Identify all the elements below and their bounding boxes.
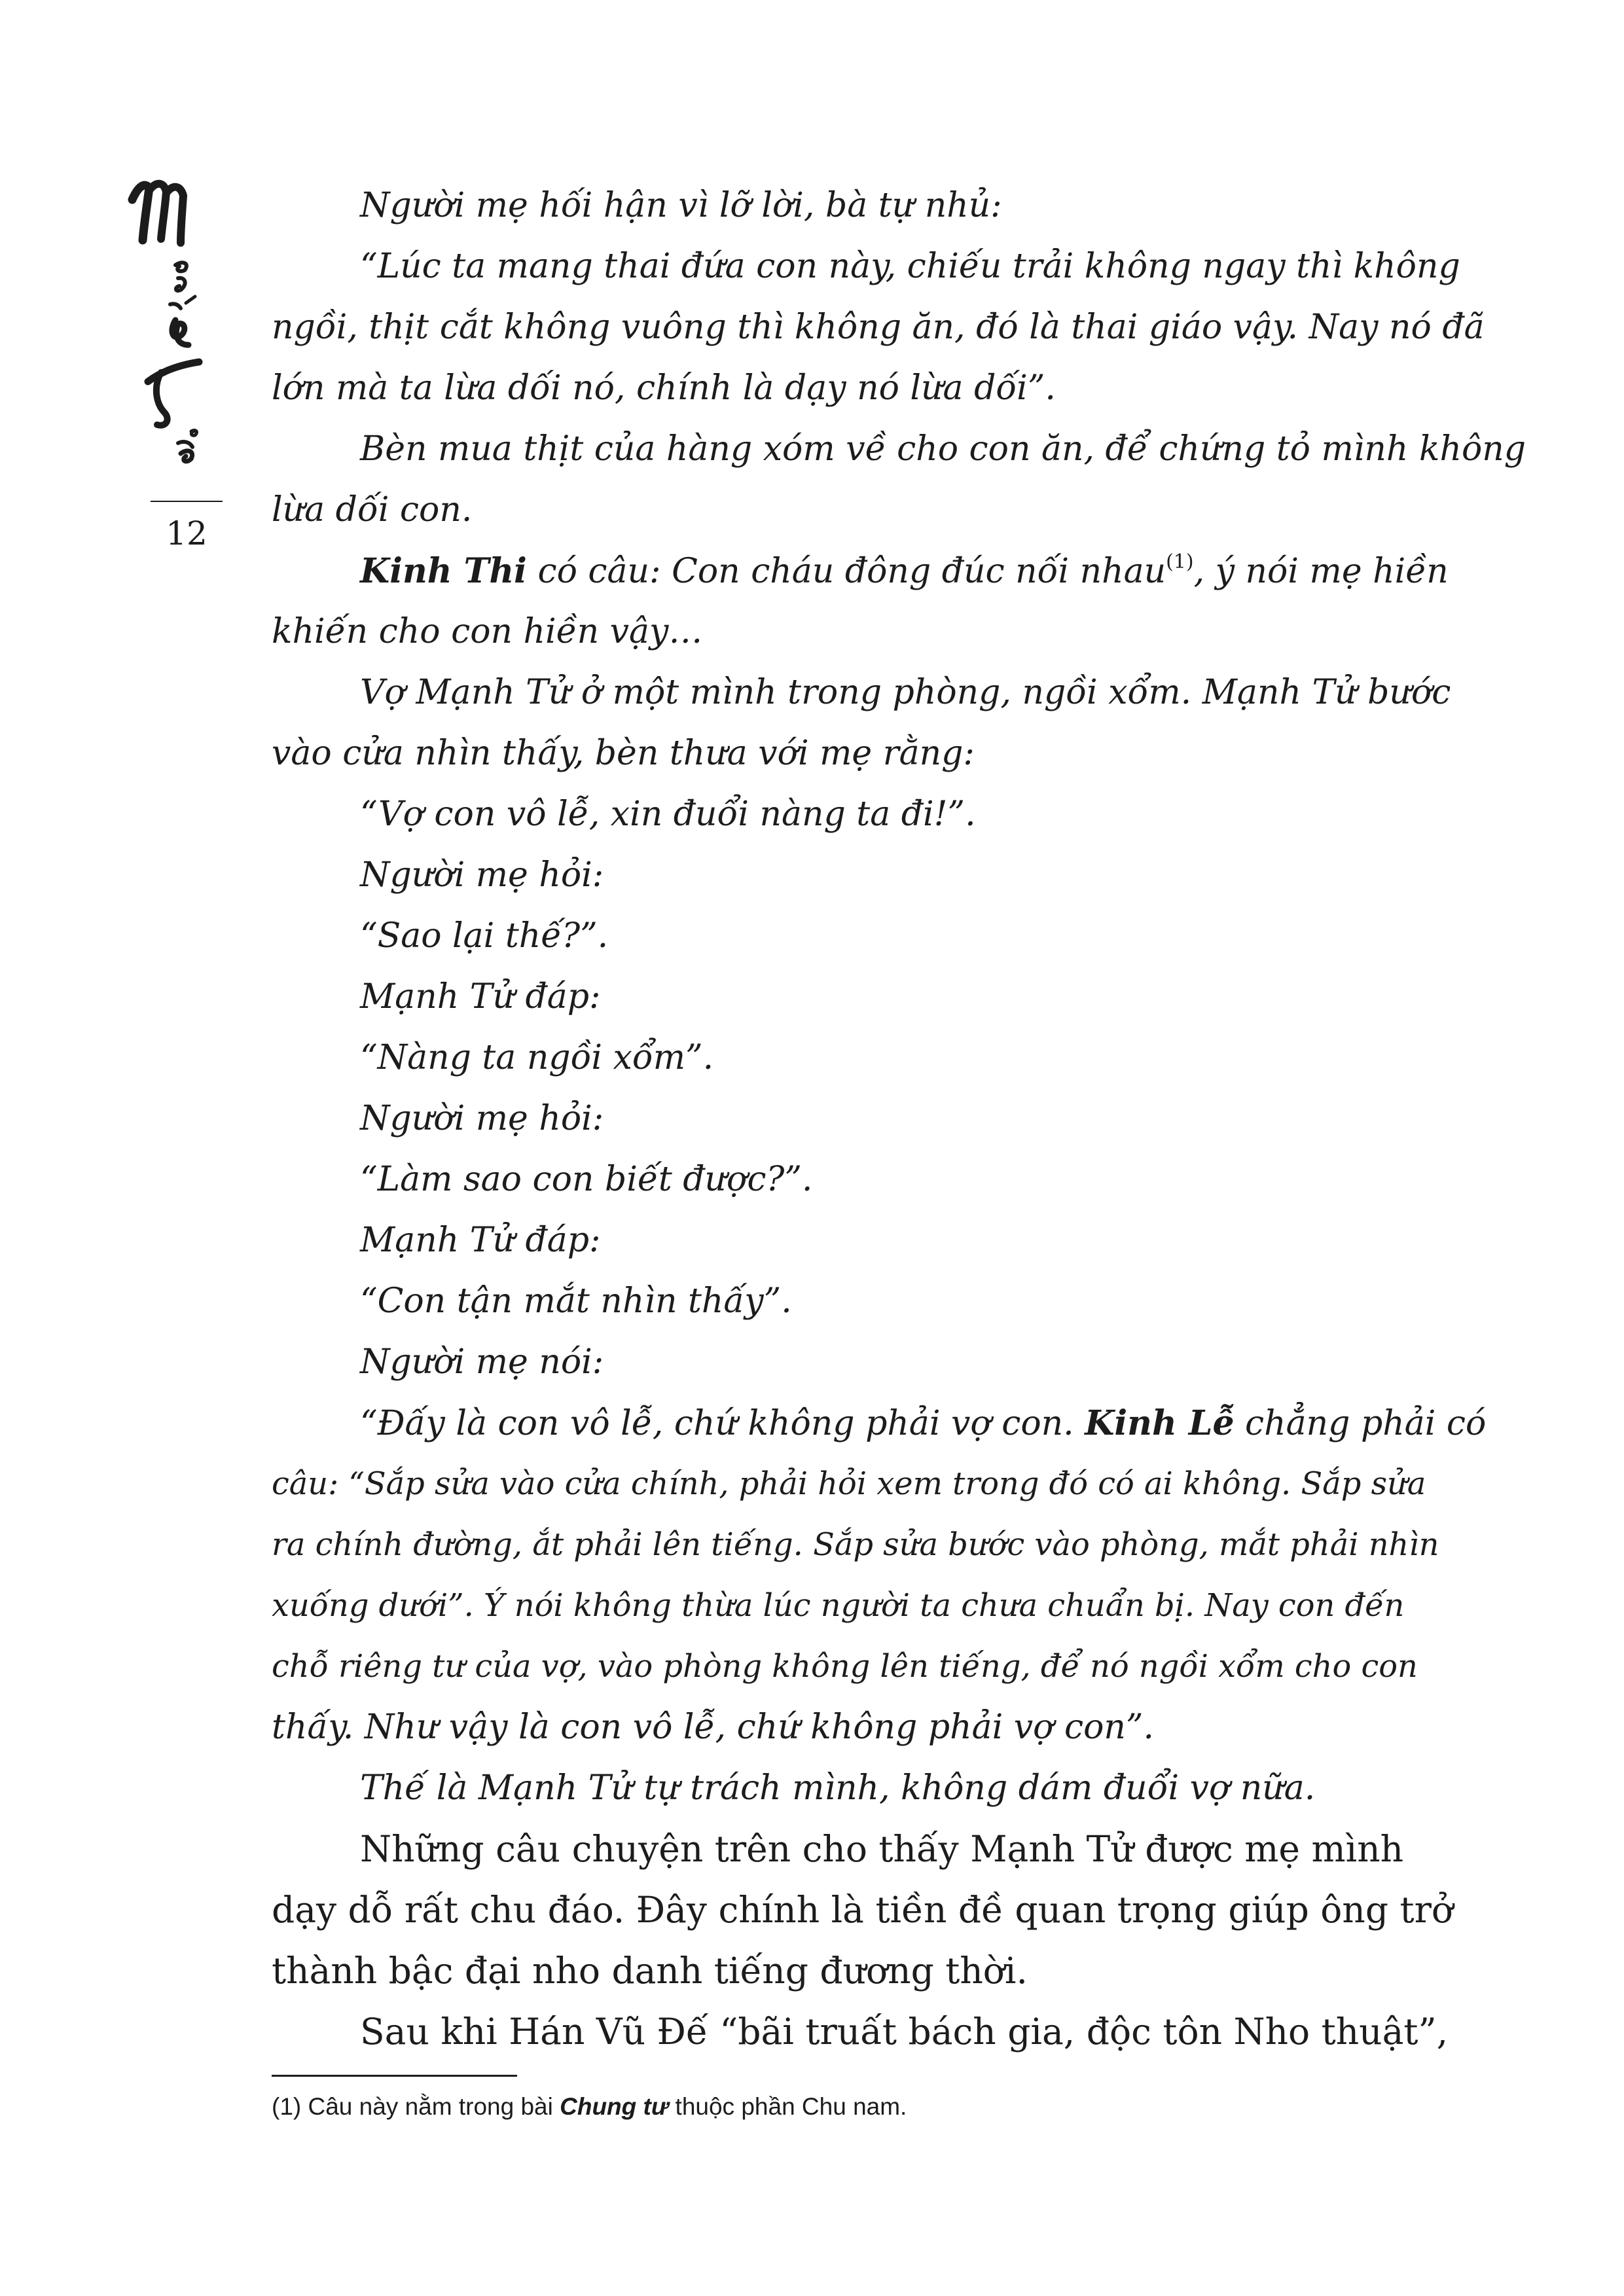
text-line: xuống dưới”. Ý nói không thừa lúc người ta chưa chuẩn bị. Nay con đến bbox=[272, 1588, 1405, 1624]
text-line: “Sao lại thế?”. bbox=[360, 916, 609, 956]
main-text bbox=[272, 175, 1526, 2062]
text-line: câu: “Sắp sửa vào cửa chính, phải hỏi xem trong đó có ai không. Sắp sửa bbox=[272, 1466, 1426, 1502]
footnote-emphasis: Chung tư bbox=[560, 2093, 669, 2120]
text-line: thấy. Như vậy là con vô lễ, chứ không phải vợ con”. bbox=[272, 1708, 1155, 1747]
text-line: dạy dỗ rất chu đáo. Đây chính là tiền đề quan trọng giúp ông trở bbox=[272, 1889, 1454, 1931]
text-line: Sau khi Hán Vũ Đế “bãi truất bách gia, độc tôn Nho thuật”, bbox=[360, 2011, 1449, 2053]
emphasis-kinh-thi: Kinh Thi bbox=[360, 551, 527, 591]
text-line: thành bậc đại nho danh tiếng đương thời. bbox=[272, 1950, 1028, 1992]
text-line: “Nàng ta ngồi xổm”. bbox=[360, 1038, 714, 1077]
footnote: (1) Câu này nằm trong bài Chung tư thuộc phần Chu nam. bbox=[272, 2093, 907, 2120]
text-line: Bèn mua thịt của hàng xóm về cho con ăn, để chứng tỏ mình không bbox=[360, 429, 1526, 469]
text-line: lừa dối con. bbox=[272, 490, 473, 529]
text-line: Người mẹ hỏi: bbox=[360, 855, 604, 895]
text-line: ra chính đường, ắt phải lên tiếng. Sắp sửa bước vào phòng, mắt phải nhìn bbox=[272, 1527, 1439, 1563]
margin-column bbox=[118, 173, 223, 552]
text-line: Mạnh Tử đáp: bbox=[360, 1221, 601, 1260]
text-line: Kinh Thi có câu: Con cháu đông đúc nối nhau$^{(1)}$, ý nói mẹ hiền bbox=[360, 550, 1449, 591]
text-line: ngồi, thịt cắt không vuông thì không ăn, đó là thai giáo vậy. Nay nó đã bbox=[272, 308, 1485, 347]
vertical-title-calligraphy bbox=[118, 173, 223, 488]
margin-divider bbox=[151, 501, 223, 502]
text-line: Người mẹ nói: bbox=[360, 1342, 604, 1382]
text-line: Vợ Mạnh Tử ở một mình trong phòng, ngồi xổm. Mạnh Tử bước bbox=[360, 673, 1451, 712]
text-line: “Lúc ta mang thai đứa con này, chiếu trải không ngay thì không bbox=[360, 247, 1460, 286]
footnote-ref: (1) bbox=[1166, 550, 1194, 573]
text-line: “Làm sao con biết được?”. bbox=[360, 1160, 813, 1199]
text-line: “Đấy là con vô lễ, chứ không phải vợ con. Kinh Lễ chẳng phải có bbox=[360, 1403, 1487, 1443]
text-line: “Con tận mắt nhìn thấy”. bbox=[360, 1282, 792, 1321]
text-line: khiến cho con hiền vậy… bbox=[272, 612, 703, 651]
text-line: Mạnh Tử đáp: bbox=[360, 977, 601, 1016]
text-line: Người mẹ hỏi: bbox=[360, 1099, 604, 1138]
text-line: Người mẹ hối hận vì lỡ lời, bà tự nhủ: bbox=[360, 186, 1002, 225]
text-line: vào cửa nhìn thấy, bèn thưa với mẹ rằng: bbox=[272, 734, 975, 773]
text-line: lớn mà ta lừa dối nó, chính là dạy nó lừa dối”. bbox=[272, 368, 1056, 408]
page-number: 12 bbox=[166, 514, 208, 552]
text-line: “Vợ con vô lễ, xin đuổi nàng ta đi!”. bbox=[360, 795, 976, 834]
text-line: Thế là Mạnh Tử tự trách mình, không dám đuổi vợ nữa. bbox=[360, 1768, 1316, 1808]
emphasis-kinh-le: Kinh Lễ bbox=[1085, 1403, 1235, 1443]
text-line: Những câu chuyện trên cho thấy Mạnh Tử được mẹ mình bbox=[360, 1828, 1404, 1870]
text-line: chỗ riêng tư của vợ, vào phòng không lên tiếng, để nó ngồi xổm cho con bbox=[272, 1649, 1418, 1685]
footnote-divider bbox=[272, 2075, 517, 2077]
